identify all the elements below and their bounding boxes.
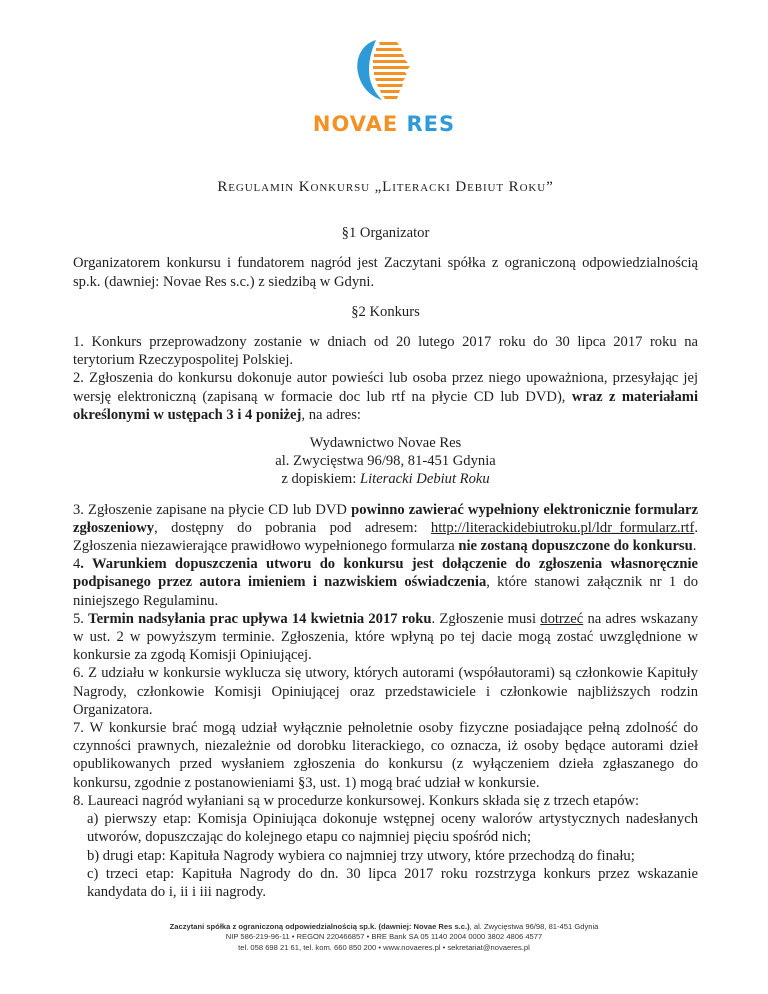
form-download-link[interactable]: http://literackidebiutroku.pl/ldr_formularz.rtf: [430, 519, 695, 536]
section-1-heading: §1 Organizator: [341, 225, 430, 242]
brand-name: NOVAE RES: [312, 112, 456, 136]
paragraph-5: 5. Termin nadsyłania prac upływa 14 kwietnia 2017 roku. Zgłoszenie musi dotrzeć na adres wskazany w ust. 2 w powyższym terminie. Zgłoszenia, które wpłyną po tej dacie mogą zostać uwzględnione w konkursie za zgodą Komisji Opiniującej.: [73, 610, 698, 664]
paragraph-4: 4. Warunkiem dopuszczenia utworu do konkursu jest dołączenie do zgłoszenia własnoręcznie podpisanego przez autora imieniem i nazwiskiem oświadczenia, które stanowi załącznik nr 1 do niniejszego Regulaminu.: [73, 556, 698, 609]
address-line-2: al. Zwycięstwa 96/98, 81-451 Gdynia: [275, 453, 496, 470]
paragraph-1: 1. Konkurs przeprowadzony zostanie w dniach od 20 lutego 2017 roku do 30 lipca 2017 roku na terytorium Rzeczypospolitej Polskiej.: [73, 334, 698, 369]
footer-line-2: NIP 586-219-96-11 • REGON 220466857 • BRE Bank SA 05 1140 2004 0000 3802 4806 4577: [225, 932, 543, 942]
publisher-logo: [0, 36, 768, 136]
address-line-3: z dopiskiem: Literacki Debiut Roku: [281, 471, 490, 488]
document-title: Regulamin Konkursu „Literacki Debiut Roku”: [217, 179, 554, 195]
address-line-1: Wydawnictwo Novae Res: [309, 435, 462, 452]
footer-line-1: Zaczytani spółka z ograniczoną odpowiedzialnością sp.k. (dawniej: Novae Res s.c.), al. Zwycięstwa 96/98, 81-451 Gdynia: [169, 922, 599, 931]
stage-b: b) drugi etap: Kapituła Nagrody wybiera co najmniej trzy utwory, które przechodzą do finału;: [87, 847, 635, 864]
paragraph-6: 6. Z udziału w konkursie wyklucza się utwory, których autorami (współautorami) są członkowie Kapituły Nagrody, członkowie Komisji Opiniującej oraz przedstawiciele i członkowie najbliższych rodzin Organizatora.: [73, 665, 698, 718]
stage-a: a) pierwszy etap: Komisja Opiniująca dokonuje wstępnej oceny walorów artystycznych nadesłanych utworów, dopuszczając do kolejnego etapu co najmniej pięciu spośród nich;: [87, 811, 698, 846]
company-footer: [0, 922, 768, 953]
regulations-text: [73, 178, 698, 901]
paragraph-3: 3. Zgłoszenie zapisane na płycie CD lub DVD powinno zawierać wypełniony elektronicznie formularz zgłoszeniowy, dostępny do pobrania pod adresem: http://literackidebiutroku.pl/ldr_formularz.rtf. Zgłoszenia niezawierające prawidłowo wypełnionego formularza nie zostaną dopuszczone do konkursu.: [73, 501, 699, 555]
head-profile-stripes-icon: [352, 36, 416, 106]
paragraph-2: 2. Zgłoszenia do konkursu dokonuje autor powieści lub osoba przez niego upoważniona, przesyłając jej wersję elektroniczną (zapisaną w formacie doc lub rtf na płycie CD lub DVD), wraz z materiałami określonymi w ustępach 3 i 4 poniżej, na adres:: [73, 370, 698, 423]
footer-line-3: tel. 058 698 21 61, tel. kom. 660 850 200 • www.novaeres.pl • sekretariat@novaeres.pl: [238, 942, 530, 952]
paragraph-8: 8. Laureaci nagród wyłaniani są w procedurze konkursowej. Konkurs składa się z trzech etapów:: [73, 792, 640, 809]
paragraph-7: 7. W konkursie brać mogą udział wyłącznie pełnoletnie osoby fizyczne posiadające pełną zdolność do czynności prawnych, niezależnie od dorobku literackiego, co oznacza, iż osoby będące autorami dzieł opublikowanych przed wysłaniem zgłoszenia do konkursu (z wyłączeniem dzieła zgłaszanego do konkursu, zgodnie z postanowieniami §3, ust. 1) mogą brać udział w konkursie.: [73, 720, 698, 791]
address-block: [73, 434, 698, 489]
section-2-heading: §2 Konkurs: [351, 303, 420, 320]
section-1-text: Organizatorem konkursu i fundatorem nagród jest Zaczytani spółka z ograniczoną odpowiedzialnością sp.k. (dawniej: Novae Res s.c.) z siedzibą w Gdyni.: [73, 255, 698, 290]
stage-c: c) trzeci etap: Kapituła Nagrody do dn. 30 lipca 2017 roku rozstrzyga konkurs przez wskazanie kandydata do i, ii i iii nagrody.: [87, 865, 698, 900]
